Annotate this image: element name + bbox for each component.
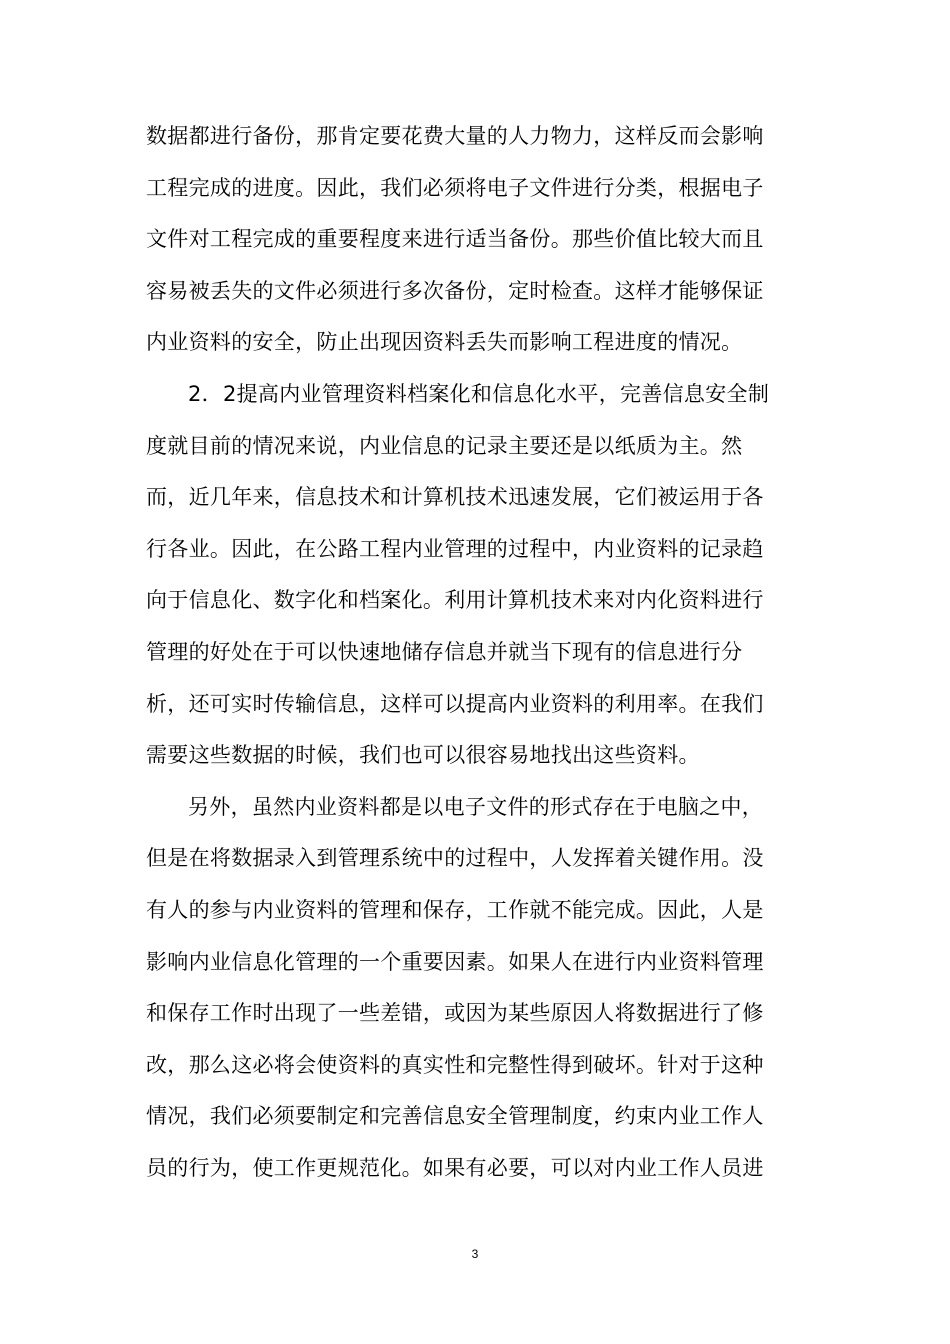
text-line: 而，近几年来，信息技术和计算机技术迅速发展，它们被运用于各 [146, 485, 764, 510]
text-line: 度就目前的情况来说，内业信息的记录主要还是以纸质为主。然 [146, 433, 743, 458]
text-line: 容易被丢失的文件必须进行多次备份，定时检查。这样才能够保证 [146, 278, 764, 303]
text-line: 和保存工作时出现了一些差错，或因为某些原因人将数据进行了修 [146, 1001, 764, 1026]
text-line: 情况，我们必须要制定和完善信息安全管理制度，约束内业工作人 [146, 1104, 764, 1129]
text-line: 改，那么这必将会使资料的真实性和完整性得到破坏。针对于这种 [146, 1052, 764, 1077]
text-line: 影响内业信息化管理的一个重要因素。如果人在进行内业资料管理 [146, 949, 764, 974]
text-line: 内业资料的安全，防止出现因资料丢失而影响工程进度的情况。 [146, 330, 743, 355]
text-line: 向于信息化、数字化和档案化。利用计算机技术来对内化资料进行 [146, 588, 764, 613]
text-line: 析，还可实时传输信息，这样可以提高内业资料的利用率。在我们 [146, 691, 764, 716]
paragraph-start-line: 另外，虽然内业资料都是以电子文件的形式存在于电脑之中， [188, 794, 764, 819]
section-heading-line: 2．2提高内业管理资料档案化和信息化水平，完善信息安全制 [188, 381, 770, 406]
text-line: 员的行为，使工作更规范化。如果有必要，可以对内业工作人员进 [146, 1155, 764, 1180]
text-line: 文件对工程完成的重要程度来进行适当备份。那些价值比较大而且 [146, 227, 764, 252]
text-line: 需要这些数据的时候，我们也可以很容易地找出这些资料。 [146, 743, 700, 768]
text-line: 工程完成的进度。因此，我们必须将电子文件进行分类，根据电子 [146, 175, 764, 200]
page-number: 3 [471, 1247, 479, 1261]
text-line: 行各业。因此，在公路工程内业管理的过程中，内业资料的记录趋 [146, 536, 764, 561]
text-line: 数据都进行备份，那肯定要花费大量的人力物力，这样反而会影响 [146, 124, 764, 148]
body-text [146, 111, 806, 1194]
text-line: 管理的好处在于可以快速地储存信息并就当下现有的信息进行分 [146, 639, 743, 664]
text-line: 但是在将数据录入到管理系统中的过程中，人发挥着关键作用。没 [146, 846, 764, 871]
text-line: 有人的参与内业资料的管理和保存，工作就不能完成。因此，人是 [146, 897, 764, 922]
